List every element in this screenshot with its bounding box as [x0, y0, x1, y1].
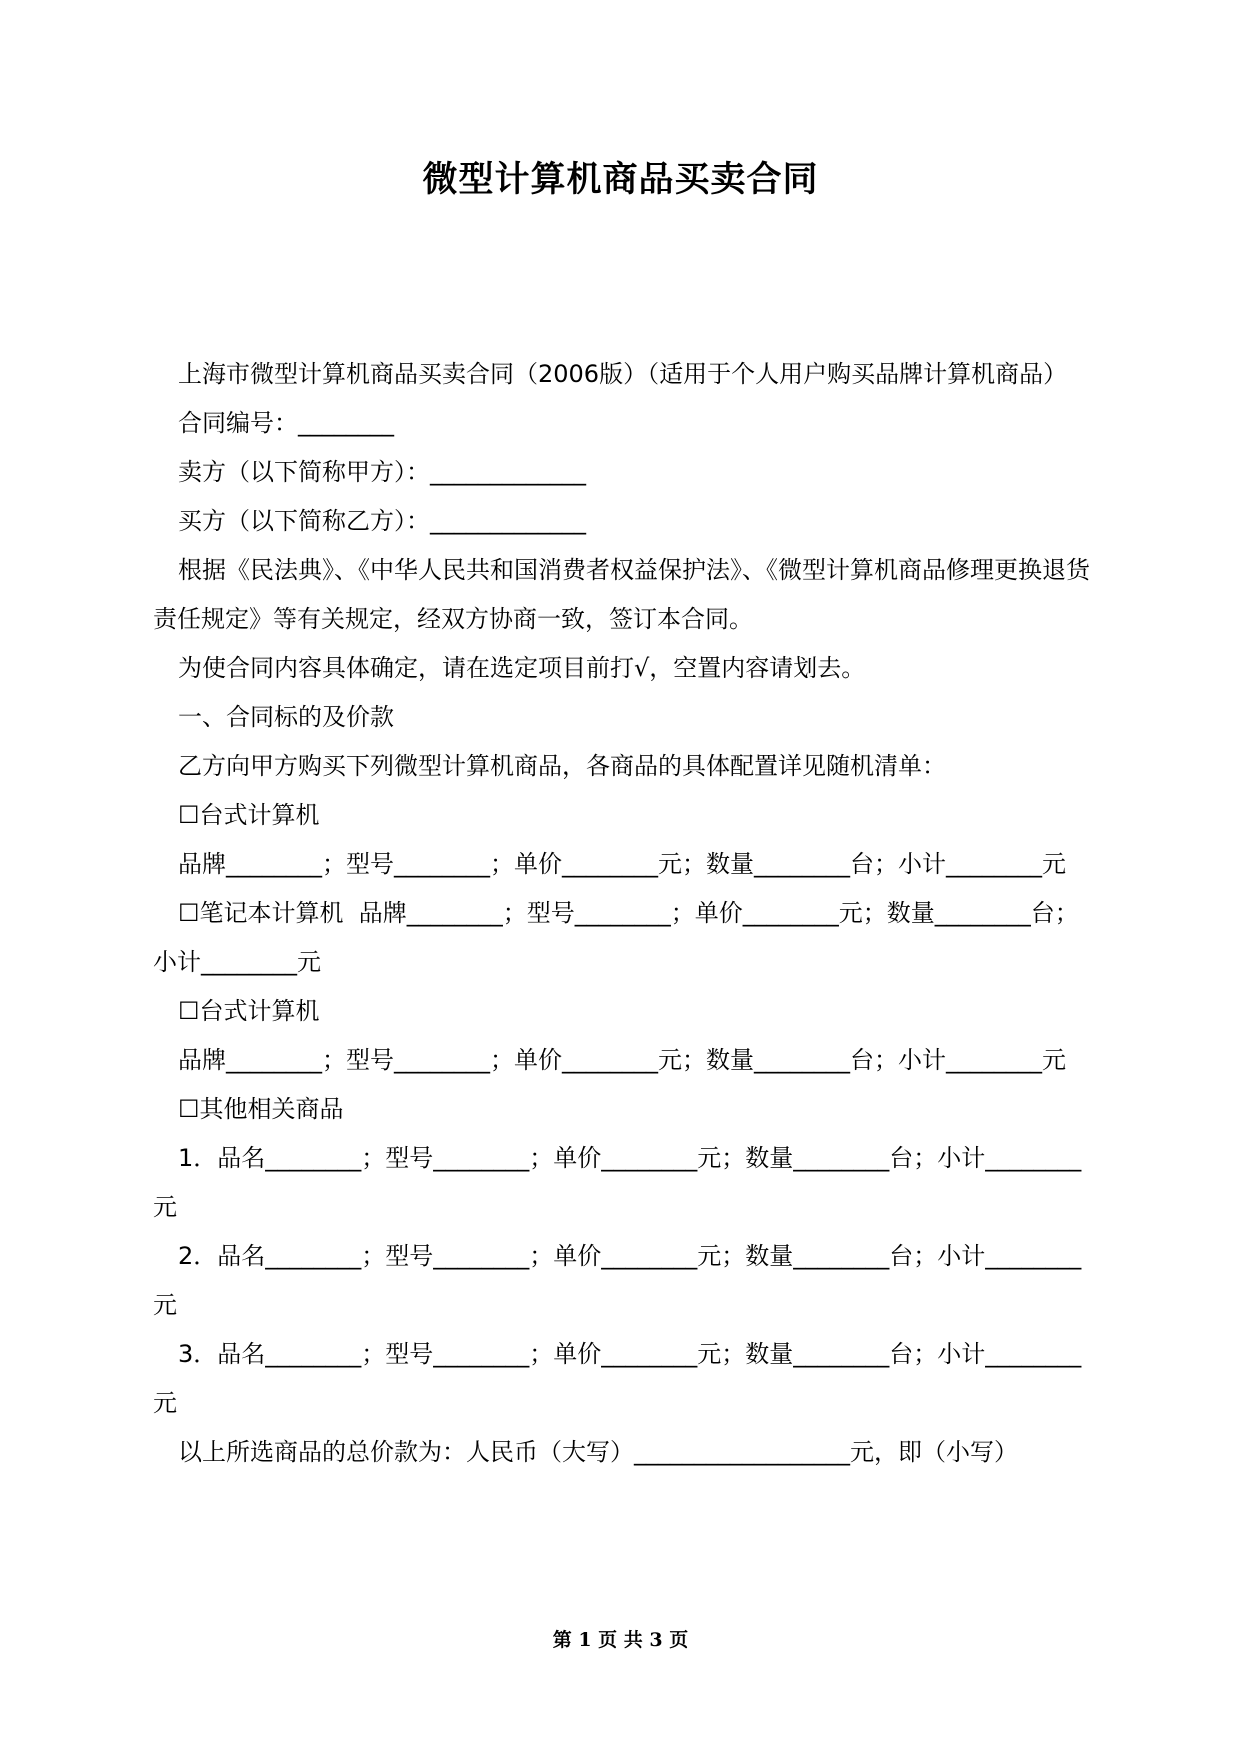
section-heading: 一、合同标的及价款 [178, 703, 394, 731]
paragraph: 根据《民法典》、《中华人民共和国消费者权益保护法》、《微型计算机商品修理更换退货责任规定》等有关规定，经双方协商一致，签订本合同。 [153, 556, 1090, 633]
total-price-line: 以上所选商品的总价款为：人民币（大写）__________________元，即（小写） [178, 1438, 1018, 1466]
product-line: 品牌________；型号________；单价________元；数量________台；小计________元 [178, 1046, 1066, 1074]
product-line: 3．品名________；型号________；单价________元；数量________台；小计________元 [153, 1340, 1082, 1417]
product-line: 1．品名________；型号________；单价________元；数量________台；小计________元 [153, 1144, 1082, 1221]
buyer-field: 买方（以下简称乙方）：_____________ [178, 507, 586, 535]
seller-field: 卖方（以下简称甲方）：_____________ [178, 458, 586, 486]
checkbox-option-other: ☐其他相关商品 [178, 1095, 344, 1123]
checkbox-option-desktop: ☐台式计算机 [178, 997, 320, 1025]
paragraph: 上海市微型计算机商品买卖合同（2006版）（适用于个人用户购买品牌计算机商品） [178, 360, 1068, 388]
product-line: 2．品名________；型号________；单价________元；数量________台；小计________元 [153, 1242, 1082, 1319]
checkbox-option-desktop: ☐台式计算机 [178, 801, 320, 829]
document-title: 微型计算机商品买卖合同 [422, 160, 819, 200]
checkbox-option-laptop: ☐笔记本计算机 品牌________；型号________；单价________元；数量________台；小计________元 [153, 899, 1079, 976]
paragraph: 为使合同内容具体确定，请在选定项目前打√，空置内容请划去。 [178, 654, 866, 682]
page-footer: 第 1 页 共 3 页 [552, 1629, 689, 1651]
paragraph: 乙方向甲方购买下列微型计算机商品，各商品的具体配置详见随机清单： [178, 752, 946, 780]
contract-number-field: 合同编号：________ [178, 409, 394, 437]
document-body [153, 350, 1093, 1477]
product-line: 品牌________；型号________；单价________元；数量________台；小计________元 [178, 850, 1066, 878]
